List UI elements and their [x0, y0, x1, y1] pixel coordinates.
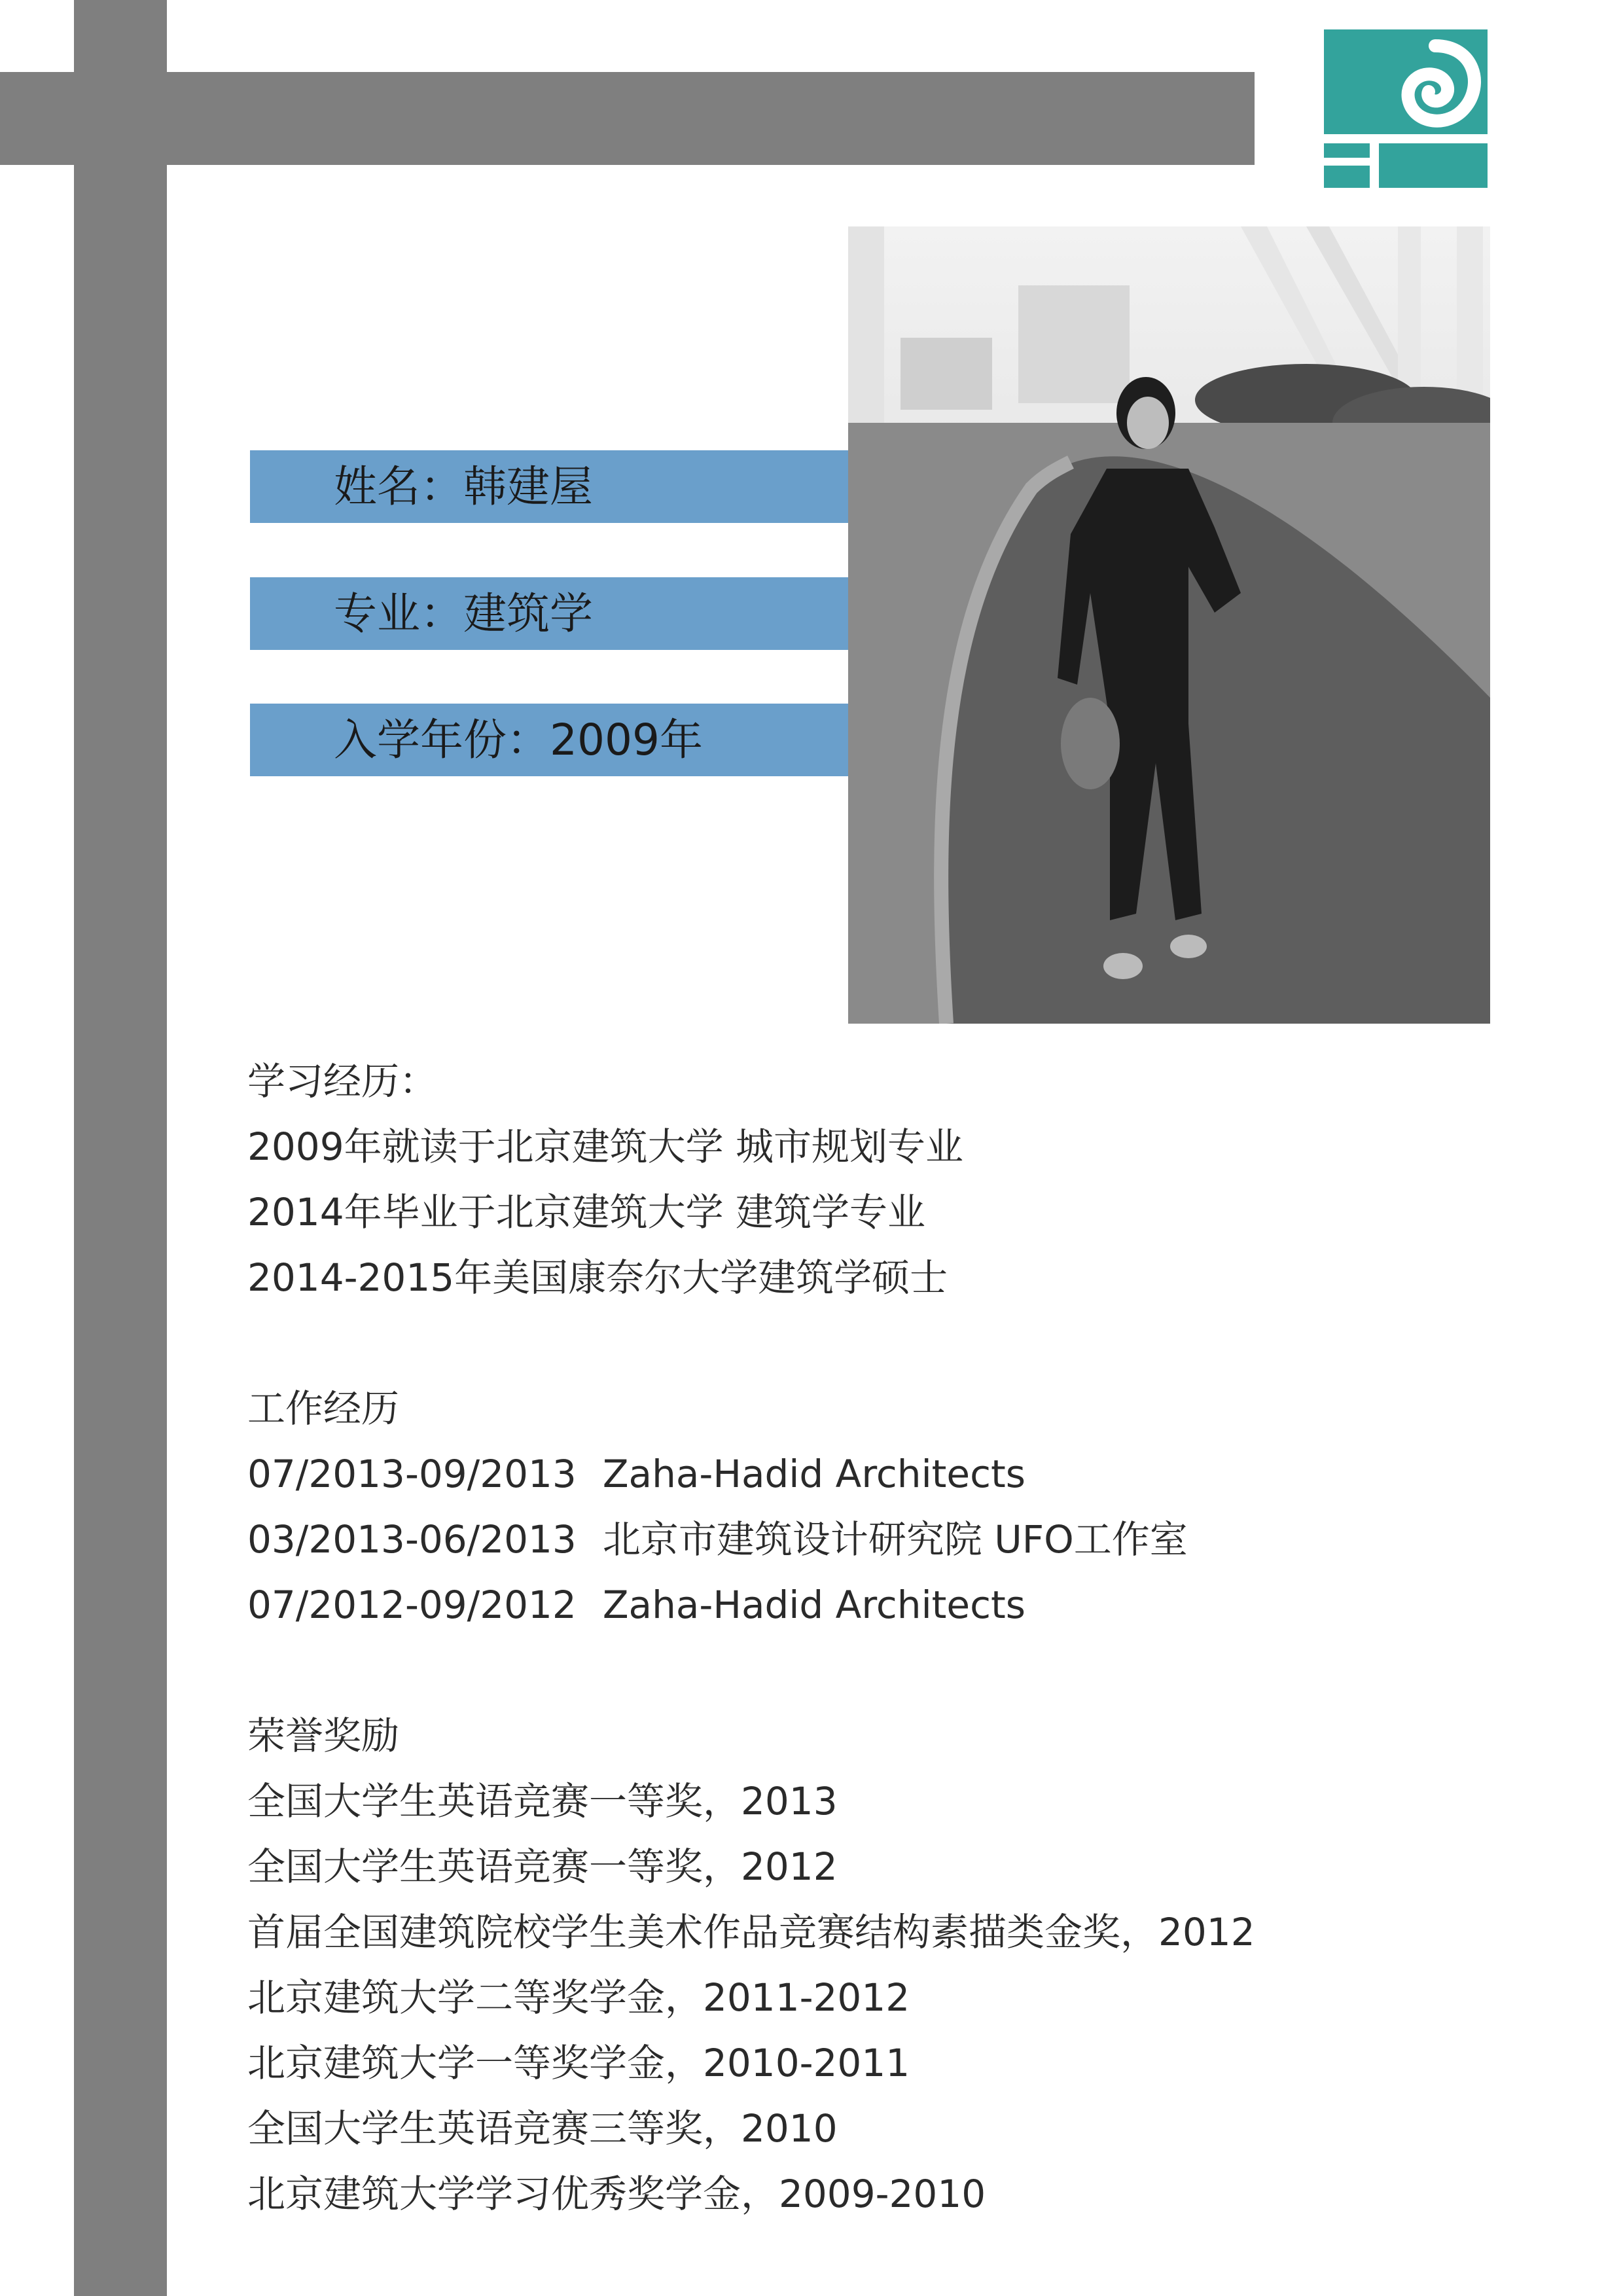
- enrollment-year-label: 入学年份：2009年: [250, 704, 849, 776]
- awards-section: [247, 1703, 1255, 2227]
- award-item: 北京建筑大学一等奖学金，2010-2011: [247, 2041, 910, 2085]
- education-section: [247, 1049, 963, 1310]
- major-label: 专业：建筑学: [250, 577, 849, 650]
- education-item: 2009年就读于北京建筑大学 城市规划专业: [247, 1124, 964, 1169]
- education-item: 2014-2015年美国康奈尔大学建筑学硕士: [247, 1255, 948, 1300]
- portrait-photo: [848, 226, 1490, 1024]
- education-heading: 学习经历：: [247, 1059, 438, 1103]
- award-item: 全国大学生英语竞赛三等奖，2010: [247, 2106, 838, 2151]
- work-org: Zaha-Hadid Architects: [602, 1452, 1026, 1496]
- work-section: [247, 1376, 1188, 1638]
- name-label: 姓名：韩建屋: [250, 450, 849, 523]
- education-item: 2014年毕业于北京建筑大学 建筑学专业: [247, 1190, 926, 1234]
- spiral-logo-icon: [1324, 29, 1488, 188]
- work-org: 北京市建筑设计研究院 UFO工作室: [602, 1517, 1188, 1562]
- award-item: 北京建筑大学学习优秀奖学金，2009-2010: [247, 2172, 986, 2216]
- frame-horizontal-bar: [0, 72, 1255, 165]
- work-heading: 工作经历: [247, 1386, 400, 1431]
- work-item: [247, 1441, 1188, 1507]
- award-item: 全国大学生英语竞赛一等奖，2013: [247, 1779, 838, 1823]
- award-item: 首届全国建筑院校学生美术作品竞赛结构素描类金奖，2012: [247, 1910, 1255, 1954]
- work-date: 07/2012-09/2012: [247, 1583, 577, 1627]
- work-date: 03/2013-06/2013: [247, 1517, 577, 1562]
- work-date: 07/2013-09/2013: [247, 1452, 577, 1496]
- frame-vertical-bar: [74, 0, 167, 2296]
- awards-heading: 荣誉奖励: [247, 1713, 400, 1758]
- award-item: 全国大学生英语竞赛一等奖，2012: [247, 1844, 838, 1889]
- work-org: Zaha-Hadid Architects: [602, 1583, 1026, 1627]
- award-item: 北京建筑大学二等奖学金，2011-2012: [247, 1975, 910, 2020]
- work-item: [247, 1507, 1188, 1572]
- work-item: [247, 1572, 1188, 1638]
